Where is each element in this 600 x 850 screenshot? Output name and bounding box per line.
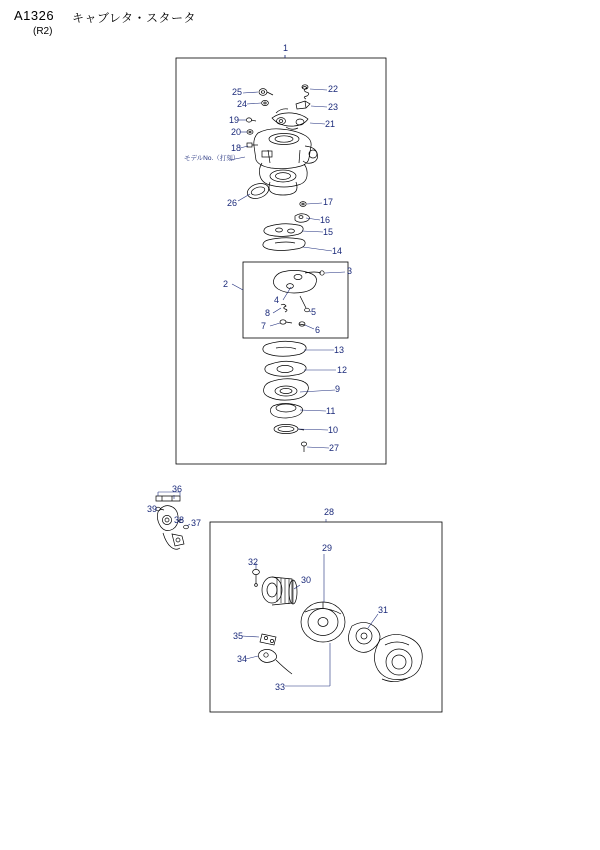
diagram-code: A1326 xyxy=(14,8,55,23)
pump-body-9 xyxy=(264,379,309,400)
screw-27 xyxy=(301,442,306,452)
callout-34: 34 xyxy=(237,654,248,664)
callout-33: 33 xyxy=(275,682,286,692)
throttle-hardware xyxy=(259,85,310,109)
starter-pulley xyxy=(301,602,345,642)
gasket-14 xyxy=(263,238,305,251)
recoil-spool xyxy=(262,577,297,605)
callout-19: 19 xyxy=(229,115,240,125)
callout-25: 25 xyxy=(232,87,243,97)
callout-31: 31 xyxy=(378,605,389,615)
gasket-13 xyxy=(263,341,306,356)
callout-7: 7 xyxy=(261,321,267,331)
callout-17: 17 xyxy=(323,197,334,207)
callout-35: 35 xyxy=(233,631,244,641)
callout-28: 28 xyxy=(324,507,335,517)
callout-9: 9 xyxy=(335,384,341,394)
carburetor-panel-frame xyxy=(176,58,386,464)
callout-15: 15 xyxy=(323,227,334,237)
diagram-title: キャブレタ・スタータ xyxy=(72,11,197,25)
pawl-group xyxy=(258,634,292,674)
starter-housing xyxy=(374,634,422,681)
callout-11: 11 xyxy=(326,406,336,416)
model-number-label: モデルNo.（打刻） xyxy=(184,155,240,162)
callout-16: 16 xyxy=(320,215,331,225)
callout-39: 39 xyxy=(147,504,158,514)
pump-hardware xyxy=(295,202,310,223)
callout-12: 12 xyxy=(337,365,348,375)
callout-29: 29 xyxy=(322,543,333,553)
metering-assembly xyxy=(274,270,325,326)
callout-27: 27 xyxy=(329,443,340,453)
callout-20: 20 xyxy=(231,127,242,137)
callout-8: 8 xyxy=(265,308,271,318)
callout-6: 6 xyxy=(315,325,321,335)
cover-plate-31 xyxy=(348,622,380,652)
callout-10: 10 xyxy=(328,425,339,435)
screw-32 xyxy=(253,569,260,586)
callout-22: 22 xyxy=(328,84,339,94)
callout-3: 3 xyxy=(347,266,353,276)
callout-18: 18 xyxy=(231,143,242,153)
carburetor-body xyxy=(254,129,318,195)
callout-26: 26 xyxy=(227,198,238,208)
callout-21: 21 xyxy=(325,119,336,129)
callout-5: 5 xyxy=(311,307,317,317)
diagram-revision: (R2) xyxy=(33,26,53,37)
callout-30: 30 xyxy=(301,575,312,585)
callout-36: 36 xyxy=(172,484,183,494)
carburetor-inner-panel-frame xyxy=(243,262,348,338)
choke-hardware xyxy=(246,118,258,147)
diaphragm-15 xyxy=(264,224,303,237)
throttle-lever xyxy=(272,109,308,129)
callout-14: 14 xyxy=(332,246,343,256)
plate-12 xyxy=(265,361,306,376)
callout-4: 4 xyxy=(274,295,280,305)
callout-1: 1 xyxy=(283,43,289,53)
cup-11 xyxy=(270,404,302,419)
callout-2: 2 xyxy=(223,279,229,289)
callout-32: 32 xyxy=(248,557,259,567)
callout-23: 23 xyxy=(328,102,339,112)
callout-24: 24 xyxy=(237,99,248,109)
callout-13: 13 xyxy=(334,345,345,355)
callout-37: 37 xyxy=(191,518,202,528)
callout-38: 38 xyxy=(174,515,185,525)
